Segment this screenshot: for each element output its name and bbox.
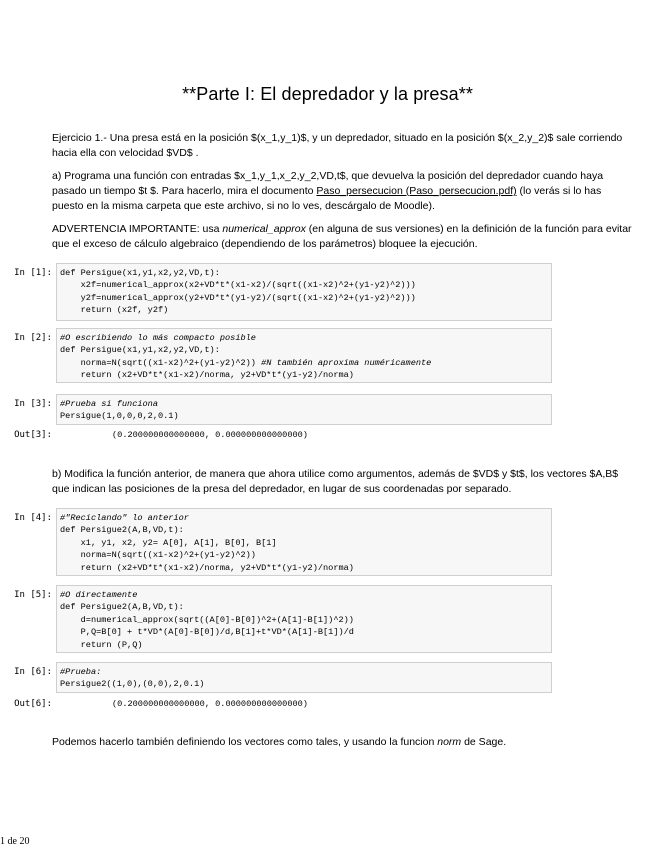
code-text: def Persigue2(A,B,VD,t): xyxy=(60,525,184,536)
code-text: #Prueba si funciona xyxy=(60,399,158,409)
code-text: x2f=numerical_approx(x2+VD*t*(x1-x2)/(sqrt((x1-x2)^2+(y1-y2)^2))) xyxy=(60,280,416,291)
code-comment-line xyxy=(60,512,551,524)
code-input-area[interactable] xyxy=(56,662,552,693)
code-comment-line xyxy=(60,666,551,678)
text-line: hacia ella con velocidad $VD$ . xyxy=(52,147,199,159)
exercise-intro xyxy=(52,131,623,161)
page-title: **Parte I: El depredador y la presa** xyxy=(182,84,473,104)
code-line xyxy=(60,562,551,574)
cell-prompt: In [6]: xyxy=(14,667,52,677)
code-text: norma=N(sqrt((x1-x2)^2+(y1-y2)^2)) xyxy=(60,357,262,368)
text-line: puesto en la misma carpeta que este archivo, si no lo ves, descárgalo de Moodle). xyxy=(52,200,435,212)
part-a-statement xyxy=(52,169,612,214)
code-source xyxy=(60,589,551,651)
code-text: norma=N(sqrt((x1-x2)^2+(y1-y2)^2)) xyxy=(60,550,256,561)
output-value: (0.200000000000000, 0.000000000000000) xyxy=(112,699,308,709)
code-text: y2f=numerical_approx(y2+VD*t*(y1-y2)/(sqrt((x1-x2)^2+(y1-y2)^2))) xyxy=(60,292,416,303)
code-line xyxy=(60,626,551,638)
code-source xyxy=(60,332,551,382)
code-text: def Persigue2(A,B,VD,t): xyxy=(60,602,184,613)
part-b-statement xyxy=(52,467,619,497)
code-text: Persigue(1,0,0,0,2,0.1) xyxy=(60,411,179,422)
text-line xyxy=(52,184,612,199)
code-text: x1, y1, x2, y2= A[0], A[1], B[0], B[1] xyxy=(60,537,277,548)
output-value: (0.200000000000000, 0.000000000000000) xyxy=(112,430,308,440)
text-line: que el exceso de cálculo algebraico (dependiendo de los parámetros) bloquee la ejecución. xyxy=(52,238,478,250)
function-name: norm xyxy=(437,736,462,748)
code-line xyxy=(60,601,551,613)
code-line xyxy=(60,410,551,422)
code-input-area[interactable] xyxy=(56,263,552,321)
text-line xyxy=(52,735,612,750)
page-counter: 1 de 20 xyxy=(0,836,30,847)
text-line: b) Modifica la función anterior, de manera que ahora utilice como argumentos, además de $VD$ y $t$, los vectores $A,B$ xyxy=(52,468,619,480)
code-text: d=numerical_approx(sqrt((A[0]-B[0])^2+(A[1]-B[1])^2)) xyxy=(60,614,354,625)
function-name: numerical_approx xyxy=(222,223,306,235)
code-comment-line xyxy=(60,398,551,410)
code-source xyxy=(60,512,551,574)
code-line xyxy=(60,267,551,279)
text-line: que indican las posiciones de la presa del depredador, en lugar de sus coordenadas por separado. xyxy=(52,483,512,495)
code-line xyxy=(60,678,551,690)
code-line xyxy=(60,614,551,626)
code-comment-line xyxy=(60,589,551,601)
cell-prompt: In [4]: xyxy=(14,513,52,523)
text-fragment: Podemos hacerlo también definiendo los vectores como tales, y usando la funcion xyxy=(52,736,438,748)
code-text: return (x2+VD*t*(x1-x2)/norma, y2+VD*t*(y1-y2)/norma) xyxy=(60,562,354,573)
cell-prompt: In [1]: xyxy=(14,268,52,278)
code-text: return (P,Q) xyxy=(60,639,143,650)
text-fragment: (en alguna de sus versiones) en la definición de la función para evitar xyxy=(305,223,632,235)
code-source xyxy=(60,398,551,423)
code-source xyxy=(60,267,551,317)
output-prompt: Out[3]: xyxy=(14,430,52,440)
code-text: #O directamente xyxy=(60,590,138,600)
code-text: #O escribiendo lo más compacto posible xyxy=(60,333,256,343)
code-line xyxy=(60,304,551,316)
cell-prompt: In [2]: xyxy=(14,333,52,343)
code-line xyxy=(60,639,551,651)
cell-prompt: In [3]: xyxy=(14,399,52,409)
pdf-document-link[interactable]: Paso_persecucion (Paso_persecucion.pdf) xyxy=(316,185,517,197)
code-text: return (x2+VD*t*(x1-x2)/norma, y2+VD*t*(y1-y2)/norma) xyxy=(60,370,354,381)
code-source xyxy=(60,666,551,691)
code-input-area[interactable] xyxy=(56,394,552,425)
code-input-area[interactable] xyxy=(56,585,552,653)
text-fragment: ADVERTENCIA IMPORTANTE: usa xyxy=(52,223,223,235)
text-fragment: de Sage. xyxy=(461,736,507,748)
code-text: #"Reciclando" lo anterior xyxy=(60,513,189,523)
code-line xyxy=(60,292,551,304)
code-text: P,Q=B[0] + t*VD*(A[0]-B[0])/d,B[1]+t*VD*(A[1]-B[1])/d xyxy=(60,627,354,638)
code-line xyxy=(60,279,551,291)
code-line xyxy=(60,549,551,561)
important-warning xyxy=(52,222,632,252)
text-line: a) Programa una función con entradas $x_1,y_1,x_2,y_2,VD,t$, que devuelva la posición del depredador cuando haya xyxy=(52,170,604,182)
text-line xyxy=(52,222,632,237)
text-fragment: (lo verás si lo has xyxy=(516,185,602,197)
code-inline-comment: #N también aproxima numéricamente xyxy=(261,357,432,368)
code-text: Persigue2((1,0),(0,0),2,0.1) xyxy=(60,679,205,690)
code-line xyxy=(60,537,551,549)
code-text: return (x2f, y2f) xyxy=(60,305,169,316)
closing-remark xyxy=(52,735,612,750)
code-text: #Prueba: xyxy=(60,667,102,677)
text-fragment: pasado un tiempo $t $. Para hacerlo, mira el documento xyxy=(52,185,317,197)
cell-prompt: In [5]: xyxy=(14,590,52,600)
code-text: def Persigue(x1,y1,x2,y2,VD,t): xyxy=(60,268,220,278)
text-line: Ejercicio 1.- Una presa está en la posición $(x_1,y_1)$, y un depredador, situado en la posición $(x_2,y_2)$ sale corriendo xyxy=(52,132,623,144)
code-input-area[interactable] xyxy=(56,328,552,383)
code-input-area[interactable] xyxy=(56,508,552,576)
code-line xyxy=(60,524,551,536)
code-line xyxy=(60,344,551,356)
code-line xyxy=(60,357,551,369)
code-text: def Persigue(x1,y1,x2,y2,VD,t): xyxy=(60,345,220,356)
code-comment-line xyxy=(60,332,551,344)
output-prompt: Out[6]: xyxy=(14,699,52,709)
code-line xyxy=(60,369,551,381)
